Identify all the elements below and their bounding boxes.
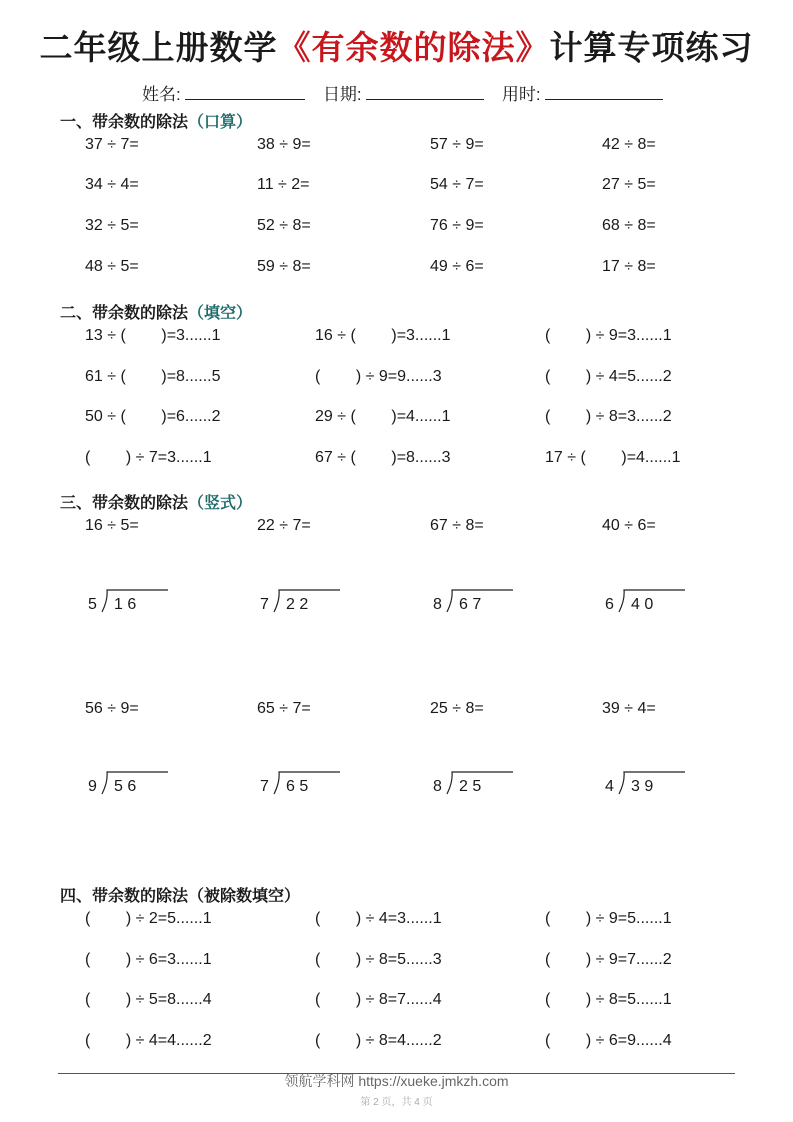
page-number: 第 2 页，共 4 页 [360, 1097, 433, 1108]
fill-blank-problem[interactable]: ( ) ÷ 4=3......1 [315, 910, 442, 927]
problem: 34 ÷ 4= [85, 176, 139, 193]
problem: 57 ÷ 9= [430, 136, 484, 153]
time-blank[interactable] [545, 83, 663, 100]
time-label: 用时: [501, 85, 541, 104]
name-label: 姓名: [142, 85, 181, 104]
fill-blank-problem[interactable]: ( ) ÷ 7=3......1 [85, 449, 212, 466]
dividend: 4 0 [631, 596, 654, 613]
dividend: 6 5 [286, 778, 309, 795]
fill-blank-problem[interactable]: ( ) ÷ 8=7......4 [315, 991, 442, 1008]
problem: 49 ÷ 6= [430, 258, 484, 275]
divisor: 4 [605, 778, 614, 795]
section4-heading: 四、带余数的除法（被除数填空） [60, 886, 301, 905]
dividend: 3 9 [631, 778, 654, 795]
dividend: 6 7 [459, 596, 482, 613]
fill-blank-problem[interactable]: 61 ÷ ( )=8......5 [85, 368, 221, 385]
problem: 54 ÷ 7= [430, 176, 484, 193]
problem: 56 ÷ 9= [85, 700, 139, 717]
long-division-bracket[interactable] [605, 588, 687, 614]
fill-blank-problem[interactable]: 29 ÷ ( )=4......1 [315, 408, 451, 425]
name-blank[interactable] [185, 83, 305, 100]
divisor: 8 [433, 778, 442, 795]
section1-heading: 一、带余数的除法（口算） [60, 112, 253, 131]
long-division-bracket[interactable] [88, 588, 170, 614]
info-line [142, 80, 663, 105]
problem: 39 ÷ 4= [602, 700, 656, 717]
divisor: 6 [605, 596, 614, 613]
date-blank[interactable] [366, 83, 484, 100]
fill-blank-problem[interactable]: 17 ÷ ( )=4......1 [545, 449, 681, 466]
problem: 76 ÷ 9= [430, 217, 484, 234]
divisor: 8 [433, 596, 442, 613]
long-division-bracket[interactable] [260, 770, 342, 796]
problem: 59 ÷ 8= [257, 258, 311, 275]
dividend: 2 5 [459, 778, 482, 795]
long-division-bracket[interactable] [88, 770, 170, 796]
problem: 37 ÷ 7= [85, 136, 139, 153]
long-division-bracket[interactable] [260, 588, 342, 614]
fill-blank-problem[interactable]: ( ) ÷ 4=4......2 [85, 1032, 212, 1049]
problem: 68 ÷ 8= [602, 217, 656, 234]
problem: 67 ÷ 8= [430, 517, 484, 534]
section3-heading: 三、带余数的除法（竖式） [60, 493, 253, 512]
problem: 22 ÷ 7= [257, 517, 311, 534]
dividend: 1 6 [114, 596, 137, 613]
fill-blank-problem[interactable]: 67 ÷ ( )=8......3 [315, 449, 451, 466]
fill-blank-problem[interactable]: ( ) ÷ 9=9......3 [315, 368, 442, 385]
fill-blank-problem[interactable]: ( ) ÷ 8=4......2 [315, 1032, 442, 1049]
fill-blank-problem[interactable]: ( ) ÷ 9=7......2 [545, 951, 672, 968]
fill-blank-problem[interactable]: ( ) ÷ 2=5......1 [85, 910, 212, 927]
problem: 65 ÷ 7= [257, 700, 311, 717]
long-division-bracket[interactable] [433, 588, 515, 614]
problem: 48 ÷ 5= [85, 258, 139, 275]
divisor: 9 [88, 778, 97, 795]
problem: 25 ÷ 8= [430, 700, 484, 717]
problem: 32 ÷ 5= [85, 217, 139, 234]
page-title: 二年级上册数学《有余数的除法》计算专项练习 [39, 28, 754, 67]
fill-blank-problem[interactable]: 16 ÷ ( )=3......1 [315, 327, 451, 344]
fill-blank-problem[interactable]: 50 ÷ ( )=6......2 [85, 408, 221, 425]
long-division-bracket[interactable] [433, 770, 515, 796]
divisor: 5 [88, 596, 97, 613]
problem: 17 ÷ 8= [602, 258, 656, 275]
problem: 38 ÷ 9= [257, 136, 311, 153]
footer-watermark: 领航学科网 https://xueke.jmkzh.com [284, 1073, 509, 1089]
fill-blank-problem[interactable]: ( ) ÷ 4=5......2 [545, 368, 672, 385]
fill-blank-problem[interactable]: ( ) ÷ 8=3......2 [545, 408, 672, 425]
dividend: 2 2 [286, 596, 309, 613]
fill-blank-problem[interactable]: 13 ÷ ( )=3......1 [85, 327, 221, 344]
fill-blank-problem[interactable]: ( ) ÷ 9=5......1 [545, 910, 672, 927]
problem: 40 ÷ 6= [602, 517, 656, 534]
divisor: 7 [260, 778, 269, 795]
fill-blank-problem[interactable]: ( ) ÷ 9=3......1 [545, 327, 672, 344]
date-label: 日期: [322, 85, 362, 104]
divisor: 7 [260, 596, 269, 613]
problem: 27 ÷ 5= [602, 176, 656, 193]
fill-blank-problem[interactable]: ( ) ÷ 6=3......1 [85, 951, 212, 968]
long-division-bracket[interactable] [605, 770, 687, 796]
fill-blank-problem[interactable]: ( ) ÷ 5=8......4 [85, 991, 212, 1008]
fill-blank-problem[interactable]: ( ) ÷ 6=9......4 [545, 1032, 672, 1049]
problem: 11 ÷ 2= [257, 176, 310, 193]
dividend: 5 6 [114, 778, 137, 795]
section2-heading: 二、带余数的除法（填空） [60, 303, 253, 322]
problem: 16 ÷ 5= [85, 517, 139, 534]
fill-blank-problem[interactable]: ( ) ÷ 8=5......1 [545, 991, 672, 1008]
problem: 52 ÷ 8= [257, 217, 311, 234]
fill-blank-problem[interactable]: ( ) ÷ 8=5......3 [315, 951, 442, 968]
problem: 42 ÷ 8= [602, 136, 656, 153]
